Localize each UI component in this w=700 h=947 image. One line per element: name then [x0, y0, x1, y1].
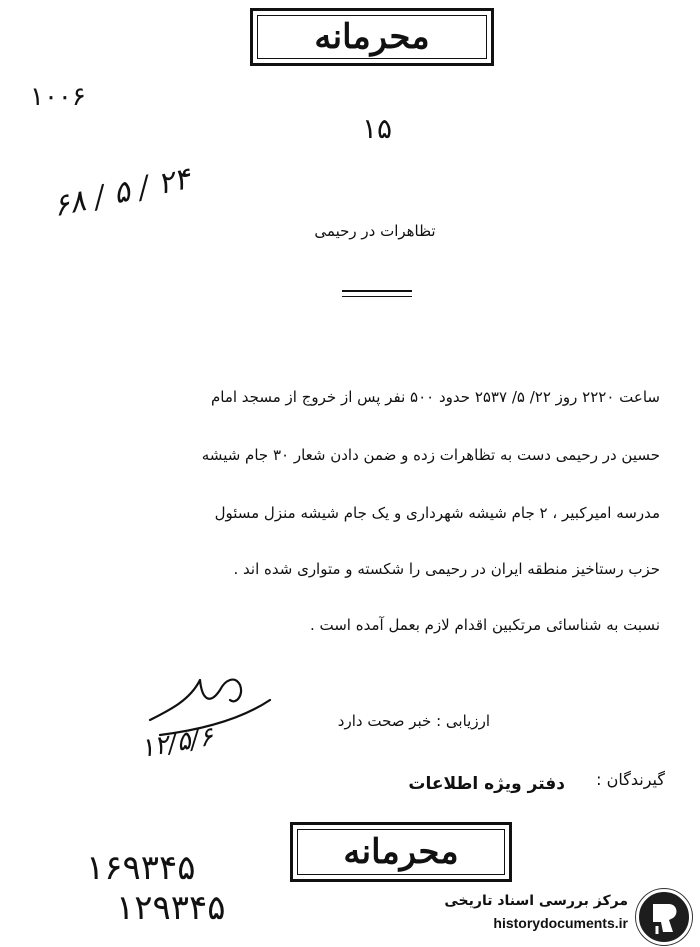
watermark-center-name: مرکز بررسی اسناد تاریخی	[444, 893, 628, 909]
recipients-value: دفتر ویژه اطلاعات	[408, 774, 565, 794]
body-line-4: حزب رستاخیز منطقه ایران در رحیمی را شکسته و متواری شده اند .	[233, 560, 660, 578]
handwritten-archive-number-1: ۱۶۹۳۴۵	[86, 848, 196, 888]
watermark-logo-icon	[636, 889, 692, 945]
classification-label-bottom: محرمانه	[343, 832, 459, 872]
body-line-2: حسین در رحیمی دست به تظاهرات زده و ضمن دادن شعار ۳۰ جام شیشه	[201, 446, 660, 464]
handwritten-date-note: ۱۲/۵/۶	[137, 721, 216, 765]
watermark-website: historydocuments.ir	[493, 915, 628, 931]
subject-underline	[342, 290, 412, 292]
body-line-1: ساعت ۲۲۲۰ روز ۲۲/ ۵/ ۲۵۳۷ حدود ۵۰۰ نفر پس از خروج از مسجد امام	[210, 388, 660, 406]
body-line-3: مدرسه امیرکبیر ، ۲ جام شیشه شهرداری و یک جام شیشه منزل مسئول	[214, 504, 660, 522]
handwritten-archive-number-2: ۱۲۹۳۴۵	[116, 888, 226, 928]
subject-underline-2	[342, 296, 412, 297]
classification-stamp-bottom	[290, 822, 512, 882]
recipients-label: گیرندگان :	[596, 770, 665, 789]
evaluation-line: ارزیابی : خبر صحت دارد	[337, 712, 490, 730]
document-subject: تظاهرات در رحیمی	[314, 222, 436, 240]
classification-stamp-top	[250, 8, 494, 66]
classification-label: محرمانه	[314, 17, 430, 57]
body-line-5: نسبت به شناسائی مرتکبین اقدام لازم بعمل آمده است .	[309, 616, 660, 634]
handwritten-file-number: ۱۰۰۶	[30, 82, 86, 112]
handwritten-reference: ۲۴ / ۵ / ۶۸	[50, 161, 194, 225]
page-number: ۱۵	[362, 112, 393, 145]
